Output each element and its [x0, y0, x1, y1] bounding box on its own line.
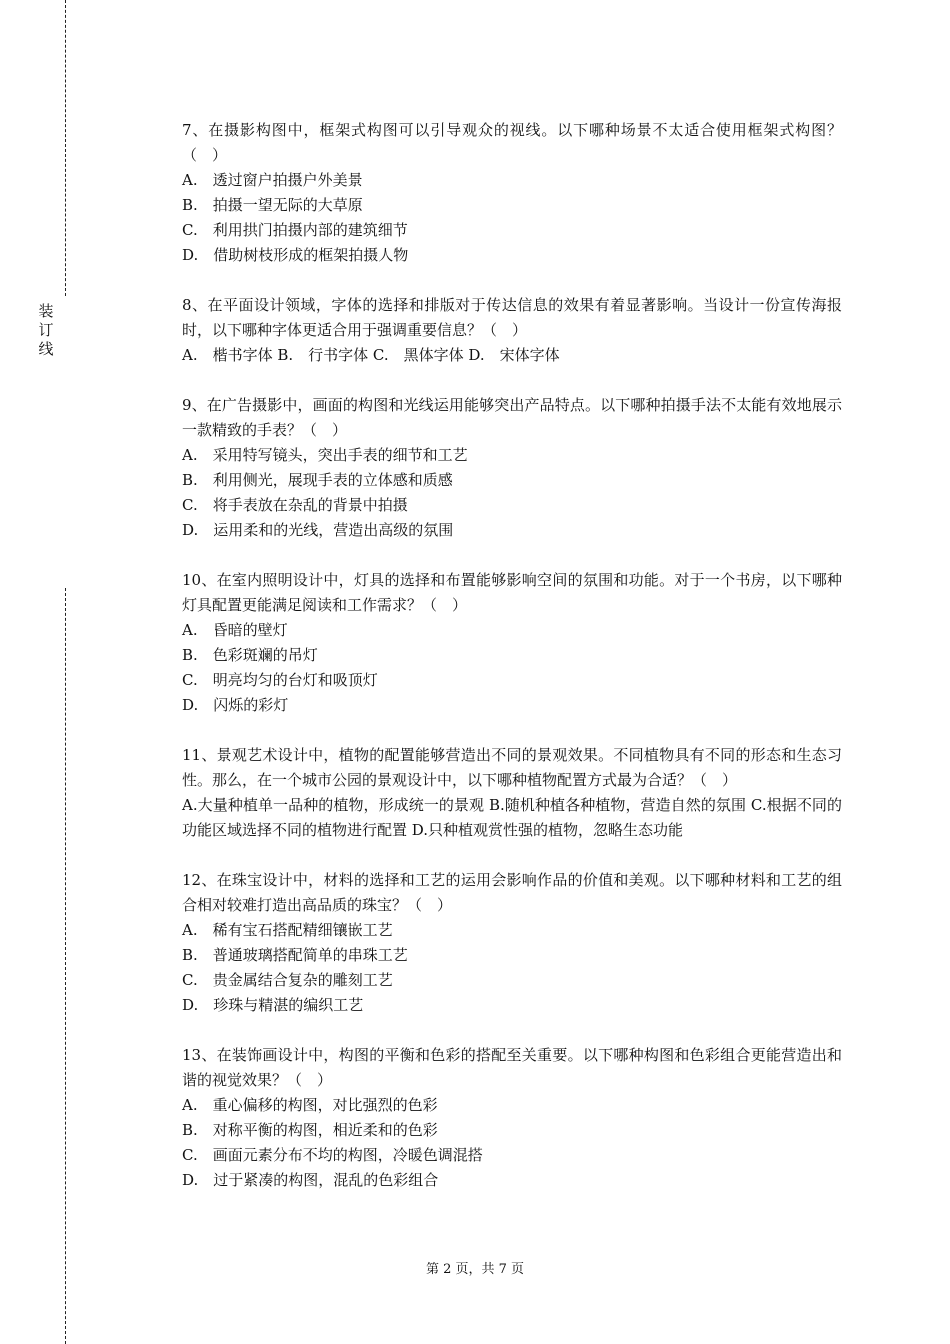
binding-char: 线 — [38, 340, 54, 358]
option-d: D. 运用柔和的光线，营造出高级的氛围 — [182, 521, 454, 539]
option-a: A. 昏暗的壁灯 — [182, 621, 288, 639]
option-d: D. 闪烁的彩灯 — [182, 696, 289, 714]
binding-label — [36, 302, 56, 359]
question-text: 9、在广告摄影中，画面的构图和光线运用能够突出产品特点。以下哪种拍摄手法不太能有效地展示一款精致的手表？（ ） — [182, 396, 842, 439]
question-text: 13、在装饰画设计中，构图的平衡和色彩的搭配至关重要。以下哪种构图和色彩组合更能营造出和谐的视觉效果？（ ） — [182, 1046, 842, 1089]
question-text: 8、在平面设计领域，字体的选择和排版对于传达信息的效果有着显著影响。当设计一份宣传海报时，以下哪种字体更适合用于强调重要信息？（ ） — [182, 296, 842, 339]
page-footer: 第 2 页，共 7 页 — [425, 1262, 525, 1277]
option-c: C. 画面元素分布不均的构图，冷暖色调混搭 — [182, 1146, 483, 1164]
question-13 — [182, 1043, 842, 1193]
option-a: A. 重心偏移的构图，对比强烈的色彩 — [182, 1096, 438, 1114]
options-inline: A. 楷书字体 B. 行书字体 C. 黑体字体 D. 宋体字体 — [182, 346, 560, 364]
option-b: B. 拍摄一望无际的大草原 — [182, 196, 363, 214]
question-11 — [182, 743, 842, 843]
question-10 — [182, 568, 842, 718]
question-list — [182, 118, 842, 1218]
option-d: D. 过于紧凑的构图，混乱的色彩组合 — [182, 1171, 439, 1189]
options-inline: A.大量种植单一品种的植物，形成统一的景观 B.随机种植各种植物，营造自然的氛围 C.根据不同的功能区域选择不同的植物进行配置 D.只种植观赏性强的植物，忽略生态功能 — [182, 796, 842, 839]
option-b: B. 利用侧光，展现手表的立体感和质感 — [182, 471, 453, 489]
option-c: C. 将手表放在杂乱的背景中拍摄 — [182, 496, 408, 514]
question-text: 12、在珠宝设计中，材料的选择和工艺的运用会影响作品的价值和美观。以下哪种材料和工艺的组合相对较难打造出高品质的珠宝？（ ） — [182, 871, 842, 914]
option-b: B. 普通玻璃搭配简单的串珠工艺 — [182, 946, 408, 964]
option-c: C. 贵金属结合复杂的雕刻工艺 — [182, 971, 393, 989]
question-text: 10、在室内照明设计中，灯具的选择和布置能够影响空间的氛围和功能。对于一个书房，以下哪种灯具配置更能满足阅读和工作需求？（ ） — [182, 571, 842, 614]
binding-line-bottom — [65, 588, 66, 1344]
option-c: C. 明亮均匀的台灯和吸顶灯 — [182, 671, 378, 689]
option-a: A. 稀有宝石搭配精细镶嵌工艺 — [182, 921, 393, 939]
option-b: B. 色彩斑斓的吊灯 — [182, 646, 318, 664]
question-9 — [182, 393, 842, 543]
question-8 — [182, 293, 842, 368]
option-d: D. 珍珠与精湛的编织工艺 — [182, 996, 364, 1014]
option-d: D. 借助树枝形成的框架拍摄人物 — [182, 246, 409, 264]
binding-line-top — [65, 0, 66, 296]
question-text: 11、景观艺术设计中，植物的配置能够营造出不同的景观效果。不同植物具有不同的形态和生态习性。那么，在一个城市公园的景观设计中，以下哪种植物配置方式最为合适？（ ） — [182, 746, 842, 789]
option-b: B. 对称平衡的构图，相近柔和的色彩 — [182, 1121, 438, 1139]
option-a: A. 采用特写镜头，突出手表的细节和工艺 — [182, 446, 468, 464]
binding-char: 订 — [38, 321, 54, 339]
question-7 — [182, 118, 842, 268]
question-text: 7、在摄影构图中，框架式构图可以引导观众的视线。以下哪种场景不太适合使用框架式构图？（ ） — [182, 121, 842, 164]
option-a: A. 透过窗户拍摄户外美景 — [182, 171, 363, 189]
option-c: C. 利用拱门拍摄内部的建筑细节 — [182, 221, 408, 239]
question-12 — [182, 868, 842, 1018]
binding-char: 装 — [38, 302, 54, 320]
